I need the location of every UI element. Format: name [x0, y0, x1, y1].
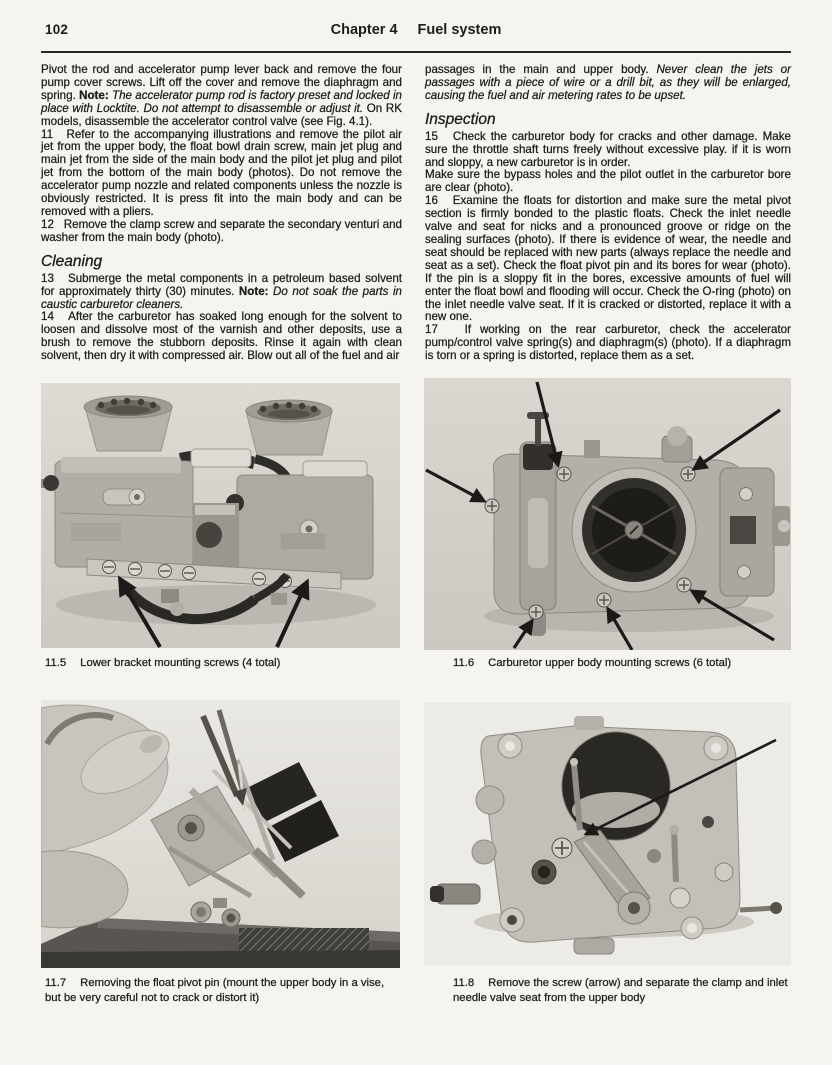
- text-column-right: [425, 64, 791, 363]
- paragraph: 16 Examine the floats for distortion and make sure the metal pivot section is firmly bonded to the plastic floats. Check the inlet needle valve and seat for nicks and a pronounced groove or ridge on the sealing surfaces (photo). If there is evidence of wear, the needle and seat should be replaced with new parts (always replace the needle and seat as a set). Check the float pivot pin and its bores for wear (photo). If the pin is a sloppy fit in the bores, excessive amounts of fuel will enter the float bowl and flooding will occur. Check the O-ring (photo) on the inlet needle valve seat. If it is cracked or distorted, replace it with a new one.: [425, 194, 791, 324]
- paragraph: 11 Refer to the accompanying illustrations and remove the pilot air jet from the upper body, the float bowl drain screw, main jet plug and main jet from the side of the main body and the pilot jet plug and pilot jet from the bottom of the main body (photos). Do not remove the accelerator pump nozzle and related components unless the nozzle is obviously restricted. It is press fit into the main body and can be removed with a pliers.: [41, 127, 402, 218]
- figure-photo-11-8: [424, 702, 791, 965]
- subsection-heading: Cleaning: [41, 252, 103, 270]
- figure-number: 11.8: [453, 977, 475, 989]
- figure-number: 11.7: [45, 977, 67, 989]
- paragraph: 14 After the carburetor has soaked long enough for the solvent to loosen and dissolve most of the varnish and other deposits, use a brush to remove the stubborn deposits. Rinse it again with clean solvent, then dry it with compressed air. Blow out all of the fuel and air: [41, 310, 402, 363]
- chapter-label: Chapter 4: [330, 22, 398, 38]
- figure-number: 11.5: [45, 657, 67, 669]
- paragraph: Pivot the rod and accelerator pump lever back and remove the four pump cover screws. Lift off the cover and remove the diaphragm and spring. Note: The accelerator pump rod is factory preset and locked in place with Locktite. Do not attempt to disassemble or adjust it. On RK models, disassemble the accelerator control valve (see Fig. 4.1).: [41, 63, 403, 128]
- section-label: Fuel system: [417, 22, 502, 38]
- paragraph: passages in the main and upper body. Never clean the jets or passages with a piece of wire or a drill bit, as they will be enlarged, causing the fuel and air metering rates to be upset.: [425, 63, 791, 102]
- paragraph: Make sure the bypass holes and the pilot outlet in the carburetor bore are clear (photo).: [425, 168, 791, 195]
- figure-caption-text: Lower bracket mounting screws (4 total): [80, 657, 281, 669]
- figure-caption-11-8: [453, 976, 791, 1006]
- figure-photo-11-5: [41, 383, 400, 648]
- paragraph: 13 Submerge the metal components in a petroleum based solvent for approximately thirty (30) minutes. Note: Do not soak the parts in caustic carburetor cleaners.: [41, 271, 402, 311]
- figure-number: 11.6: [453, 657, 475, 669]
- paragraph: 12 Remove the clamp screw and separate the secondary venturi and washer from the main body (photo).: [41, 217, 402, 244]
- subsection-heading: Inspection: [425, 110, 496, 128]
- carburetor-pair-photo: [41, 383, 400, 648]
- chapter-header: [0, 22, 832, 38]
- text-column-left: [41, 64, 402, 363]
- figure-photo-11-7: [41, 700, 400, 968]
- upper-body-screw-photo: [424, 702, 791, 965]
- figure-caption-11-6: [453, 656, 791, 671]
- page-number: 102: [45, 22, 69, 37]
- figure-photo-11-6: [424, 378, 791, 650]
- figure-caption-11-7: [45, 976, 397, 1006]
- paragraph: 15 Check the carburetor body for cracks and other damage. Make sure the throttle shaft turns freely without excessive play. if it is worn and sloppy, a new carburetor is in order.: [425, 129, 791, 169]
- header-rule: [41, 51, 791, 53]
- figure-caption-text: Removing the float pivot pin (mount the upper body in a vise, but be very careful not to crack or distort it): [45, 977, 385, 1004]
- figure-caption-text: Remove the screw (arrow) and separate the clamp and inlet needle valve seat from the upper body: [453, 977, 788, 1004]
- carburetor-top-photo: [424, 378, 791, 650]
- float-pivot-pin-photo: [41, 700, 400, 968]
- figure-caption-text: Carburetor upper body mounting screws (6 total): [488, 657, 732, 669]
- figure-caption-11-5: [45, 656, 397, 671]
- paragraph: 17 If working on the rear carburetor, check the accelerator pump/control valve spring(s) and diaphragm(s) (photo). If a diaphragm is torn or a spring is distorted, replace them as a set.: [425, 323, 791, 363]
